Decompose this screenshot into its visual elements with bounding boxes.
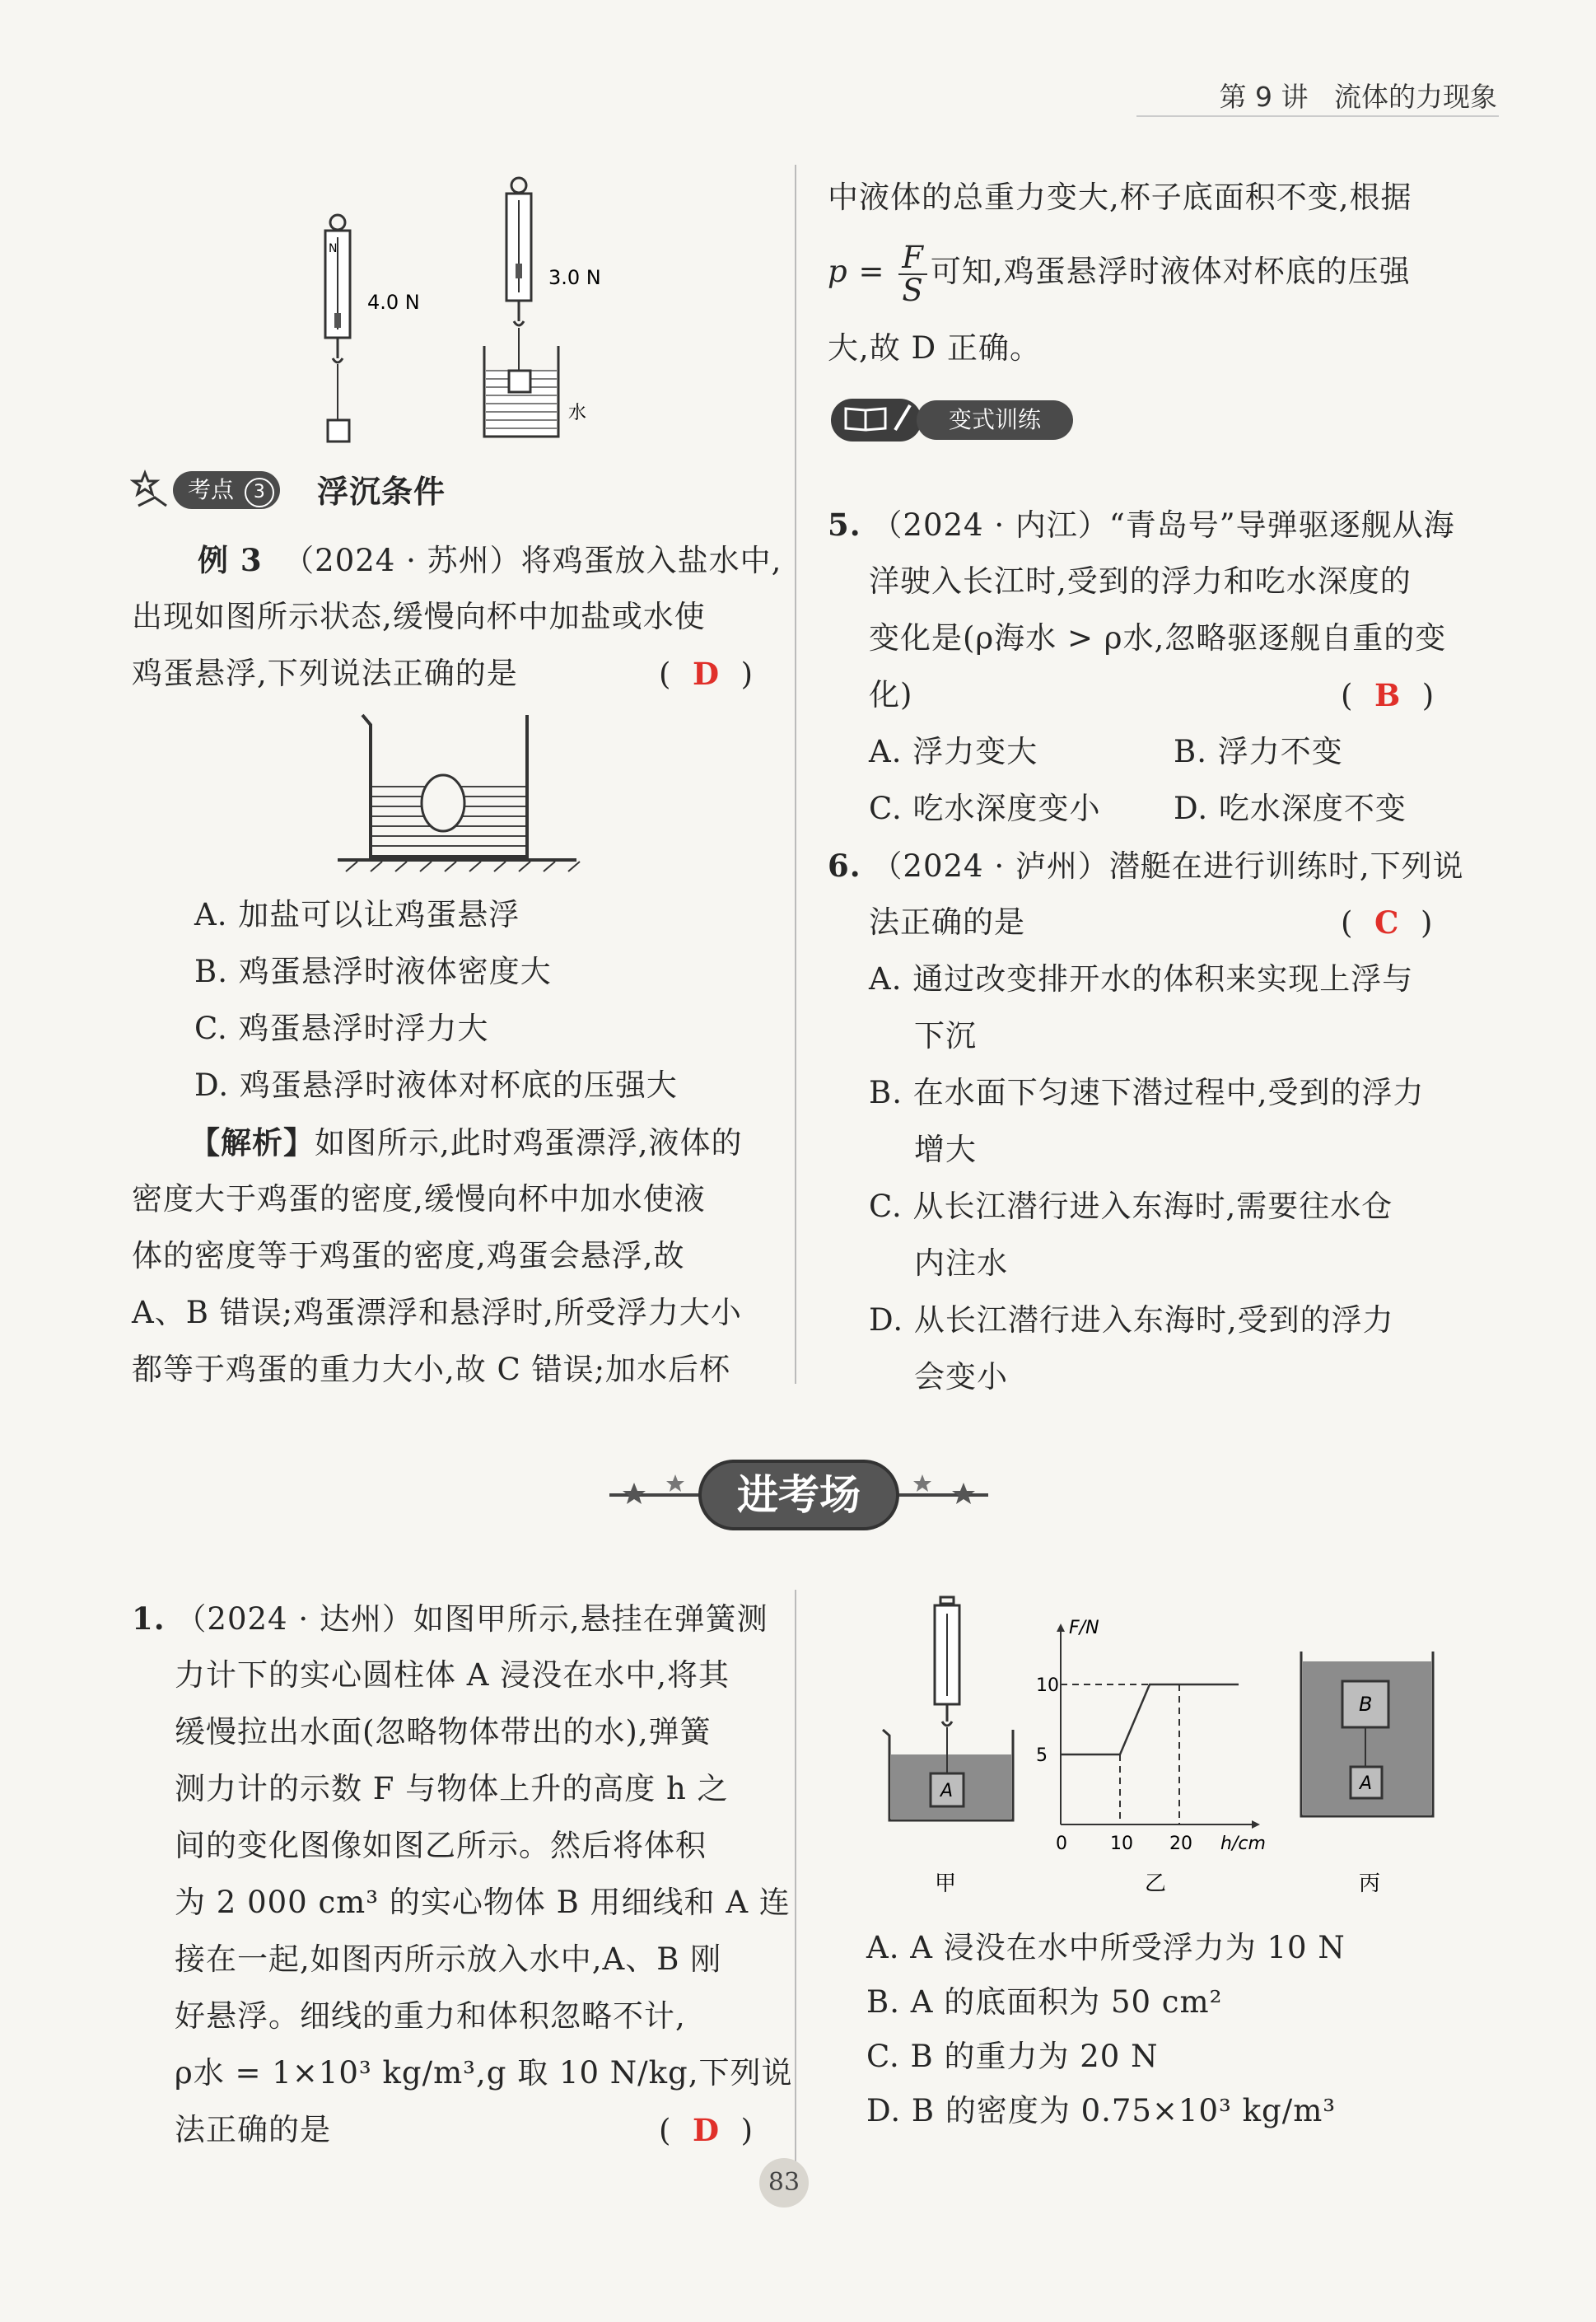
svg-text:乙: 乙 bbox=[1145, 1871, 1167, 1896]
example-label: 例 3 bbox=[198, 542, 263, 578]
q6-option-c-cont: 内注水 bbox=[914, 1245, 1008, 1281]
analysis-line-3: 体的密度等于鸡蛋的密度,鸡蛋会悬浮,故 bbox=[132, 1238, 685, 1273]
q1-line-4: 测力计的示数 F 与物体上升的高度 h 之 bbox=[175, 1771, 729, 1806]
section-title: 浮沉条件 bbox=[317, 474, 446, 510]
header-rule bbox=[1136, 115, 1499, 117]
section-badge bbox=[124, 468, 288, 512]
column-divider-lower bbox=[795, 1590, 796, 2183]
q1-line-7: 接在一起,如图丙所示放入水中,A、B 刚 bbox=[175, 1941, 722, 1977]
lecture-number: 第 9 讲 bbox=[1219, 81, 1309, 113]
y-axis-label: F/N bbox=[1069, 1618, 1099, 1638]
q1-line-1: 1. （2024 · 达州）如图甲所示,悬挂在弹簧测 bbox=[132, 1600, 768, 1637]
spring-scale-figure bbox=[296, 173, 642, 453]
force-height-chart bbox=[1036, 1618, 1266, 1896]
q1-line-6: 为 2 000 cm³ 的实心物体 B 用细线和 A 连 bbox=[175, 1885, 791, 1920]
q5-answer: ( B ) bbox=[1341, 677, 1435, 713]
analysis-line-5: 都等于鸡蛋的重力大小,故 C 错误;加水后杯 bbox=[132, 1352, 731, 1387]
y-tick-label: 5 bbox=[1036, 1745, 1048, 1766]
example-line-3: 鸡蛋悬浮,下列说法正确的是 bbox=[132, 656, 518, 691]
q1-figures bbox=[873, 1594, 1466, 1907]
q6-answer: ( C ) bbox=[1341, 904, 1434, 941]
example-option-c: C. 鸡蛋悬浮时浮力大 bbox=[194, 1011, 489, 1046]
x-tick-label: 0 bbox=[1056, 1834, 1067, 1854]
egg-beaker-figure bbox=[329, 708, 601, 873]
q1-option-a: A. A 浸没在水中所受浮力为 10 N bbox=[866, 1930, 1346, 1965]
q1-line-2: 力计下的实心圆柱体 A 浸没在水中,将其 bbox=[175, 1657, 730, 1693]
analysis-line-4: A、B 错误;鸡蛋漂浮和悬浮时,所受浮力大小 bbox=[132, 1295, 742, 1330]
example-option-b: B. 鸡蛋悬浮时液体密度大 bbox=[194, 954, 552, 989]
q5-line-3: 变化是(ρ海水 > ρ水,忽略驱逐舰自重的变 bbox=[869, 620, 1447, 656]
q6-option-a: A. 通过改变排开水的体积来实现上浮与 bbox=[869, 961, 1414, 997]
x-axis-arrow bbox=[1252, 1820, 1260, 1829]
q1-line-9: ρ水 = 1×10³ kg/m³,g 取 10 N/kg,下列说 bbox=[175, 2055, 793, 2091]
q1-option-d: D. B 的密度为 0.75×10³ kg/m³ bbox=[866, 2093, 1337, 2128]
q6-option-b-cont: 增大 bbox=[914, 1132, 977, 1167]
water-label: 水 bbox=[568, 403, 587, 423]
left-reading: 4.0 N bbox=[367, 291, 420, 314]
q5-option-d: D. 吃水深度不变 bbox=[1174, 791, 1407, 826]
svg-text:B: B bbox=[1359, 1693, 1373, 1716]
section-badge-number: 3 bbox=[245, 478, 274, 507]
book-pen-icon bbox=[828, 394, 926, 445]
q1-answer: ( D ) bbox=[659, 2112, 754, 2148]
example-option-a: A. 加盐可以让鸡蛋悬浮 bbox=[194, 897, 520, 932]
pressure-fraction: $\frac{F}{S}$ bbox=[898, 242, 927, 306]
continue-line-3: 大,故 D 正确。 bbox=[828, 330, 1041, 366]
q5-option-a: A. 浮力变大 bbox=[869, 734, 1038, 769]
q5-line-4: 化) bbox=[869, 677, 913, 712]
example-line-1: 例 3 （2024 · 苏州）将鸡蛋放入盐水中, bbox=[198, 542, 782, 578]
svg-text:甲: 甲 bbox=[935, 1871, 957, 1896]
continue-line-1: 中液体的总重力变大,杯子底面积不变,根据 bbox=[828, 180, 1412, 215]
analysis-line-2: 密度大于鸡蛋的密度,缓慢向杯中加水使液 bbox=[132, 1181, 706, 1217]
page-header bbox=[1220, 76, 1497, 114]
svg-text:丙: 丙 bbox=[1359, 1871, 1381, 1896]
q6-option-c: C. 从长江潜行进入东海时,需要往水仓 bbox=[869, 1189, 1393, 1224]
spring-scale-right bbox=[484, 178, 558, 437]
y-tick-label: 10 bbox=[1036, 1675, 1059, 1696]
q6-line-2: 法正确的是 bbox=[869, 904, 1025, 940]
variant-label: 变式训练 bbox=[917, 400, 1073, 440]
example-line-2: 出现如图所示状态,缓慢向杯中加盐或水使 bbox=[132, 599, 706, 634]
q6-option-b: B. 在水面下匀速下潜过程中,受到的浮力 bbox=[869, 1075, 1425, 1110]
analysis-line-1: 【解析】如图所示,此时鸡蛋漂浮,液体的 bbox=[189, 1124, 743, 1161]
q1-line-10: 法正确的是 bbox=[175, 2112, 331, 2147]
q5-line-2: 洋驶入长江时,受到的浮力和吃水深度的 bbox=[869, 563, 1412, 599]
exam-banner bbox=[601, 1450, 996, 1540]
variant-badge bbox=[828, 394, 1075, 445]
x-tick-label: 10 bbox=[1110, 1834, 1133, 1854]
q6-line-1: 6. （2024 · 泸州）潜艇在进行训练时,下列说 bbox=[828, 848, 1464, 884]
column-divider bbox=[795, 165, 796, 1384]
q5-option-b: B. 浮力不变 bbox=[1174, 734, 1343, 769]
x-tick-label: 20 bbox=[1169, 1834, 1192, 1854]
continue-line-2: p = $\frac{F}{S}$ 可知,鸡蛋悬浮时液体对杯底的压强 bbox=[828, 239, 1411, 308]
q6-option-a-cont: 下沉 bbox=[914, 1018, 977, 1054]
q6-option-d-cont: 会变小 bbox=[914, 1359, 1008, 1395]
q1-line-8: 好悬浮。细线的重力和体积忽略不计, bbox=[175, 1998, 686, 2034]
example-option-d: D. 鸡蛋悬浮时液体对杯底的压强大 bbox=[194, 1068, 678, 1103]
q5-line-1: 5. （2024 · 内江）“青岛号”导弹驱逐舰从海 bbox=[828, 507, 1455, 543]
figure-bing bbox=[1301, 1652, 1433, 1896]
spring-scale-left bbox=[325, 215, 350, 442]
y-axis-arrow bbox=[1057, 1624, 1065, 1632]
svg-text:N: N bbox=[329, 242, 338, 255]
example-answer: ( D ) bbox=[659, 656, 754, 692]
svg-text:A: A bbox=[940, 1781, 954, 1801]
lecture-title: 流体的力现象 bbox=[1334, 81, 1497, 113]
page-number: 83 bbox=[759, 2158, 809, 2208]
x-axis-label: h/cm bbox=[1220, 1834, 1266, 1854]
right-reading: 3.0 N bbox=[548, 266, 601, 289]
star-person-icon bbox=[130, 470, 175, 511]
banner-title: 进考场 bbox=[737, 1471, 861, 1519]
q6-option-d: D. 从长江潜行进入东海时,受到的浮力 bbox=[869, 1302, 1394, 1338]
section-badge-label: 考点 bbox=[188, 476, 235, 503]
egg bbox=[422, 775, 464, 831]
series-line bbox=[1061, 1684, 1239, 1754]
q1-option-b: B. A 的底面积为 50 cm² bbox=[866, 1984, 1223, 2020]
q1-line-5: 间的变化图像如图乙所示。然后将体积 bbox=[175, 1828, 707, 1863]
q1-line-3: 缓慢拉出水面(忽略物体带出的水),弹簧 bbox=[175, 1714, 712, 1750]
q1-option-c: C. B 的重力为 20 N bbox=[866, 2039, 1159, 2074]
svg-text:A: A bbox=[1360, 1773, 1373, 1794]
q5-option-c: C. 吃水深度变小 bbox=[869, 791, 1101, 826]
figure-jia bbox=[883, 1597, 1013, 1896]
